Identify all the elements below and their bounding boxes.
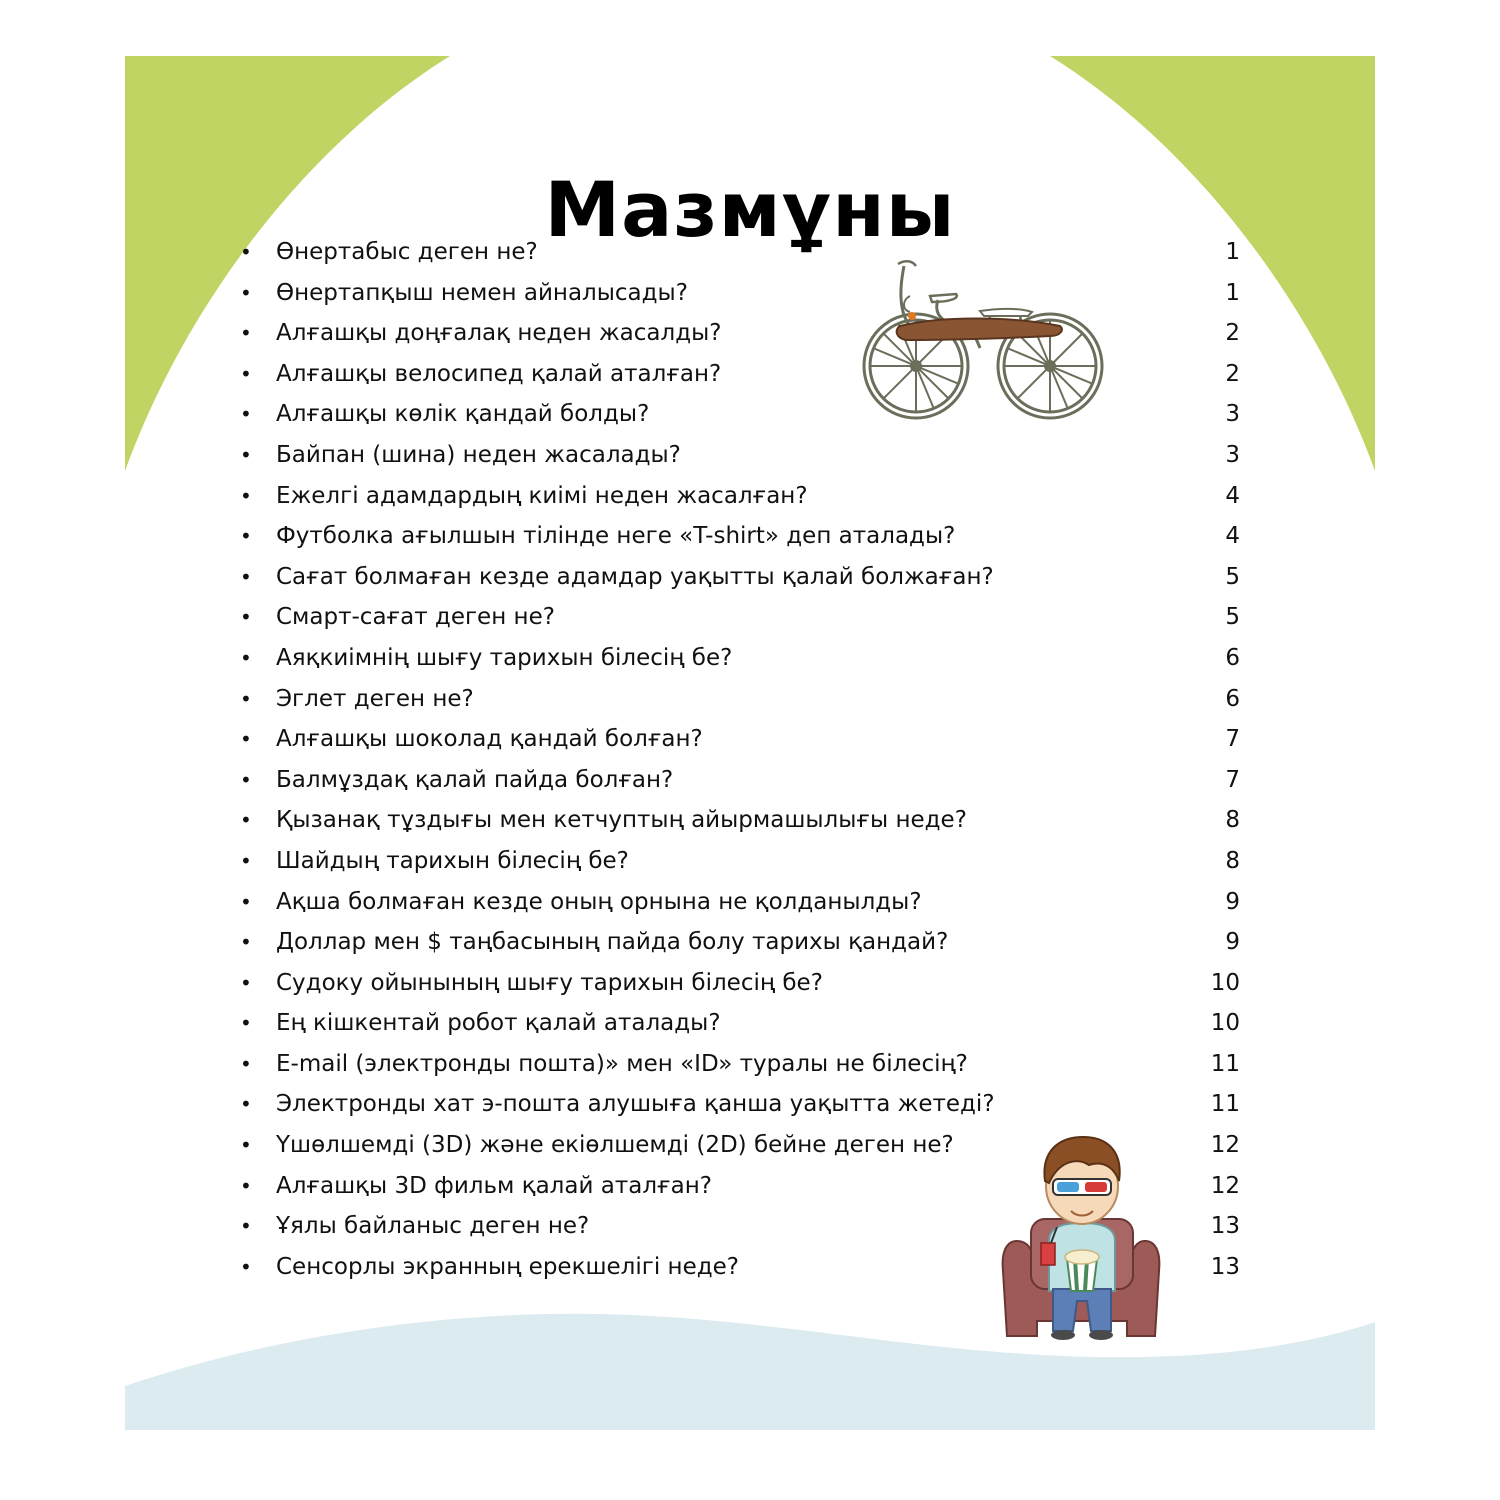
bullet-icon: • <box>240 686 252 711</box>
toc-entry <box>240 597 1240 638</box>
bullet-icon: • <box>240 1254 252 1279</box>
toc-entry-title: Алғашқы шоколад қандай болған? <box>276 726 703 753</box>
toc-entry <box>240 1003 1240 1044</box>
toc-entry <box>240 557 1240 598</box>
bullet-icon: • <box>240 1133 252 1158</box>
boy-watching-3d-illustration <box>997 1131 1167 1346</box>
page <box>125 56 1375 1430</box>
bullet-icon: • <box>240 1051 252 1076</box>
bullet-icon: • <box>240 727 252 752</box>
toc-entry-page-number: 8 <box>1225 807 1240 834</box>
toc-entry-title: Футболка ағылшын тілінде неге «T-shirt» деп аталады? <box>276 523 956 550</box>
bullet-icon: • <box>240 361 252 386</box>
bullet-icon: • <box>240 645 252 670</box>
toc-entry-title: Алғашқы велосипед қалай аталған? <box>276 360 722 387</box>
toc-entry-page-number: 5 <box>1225 563 1240 590</box>
bullet-icon: • <box>240 483 252 508</box>
toc-entry-page-number: 13 <box>1210 1253 1240 1280</box>
bicycle-illustration <box>860 256 1110 436</box>
toc-entry-title: Алғашқы 3D фильм қалай аталған? <box>276 1172 712 1199</box>
toc-entry-title: Аяқкиімнің шығу тарихын білесің бе? <box>276 644 733 671</box>
toc-entry-title: Қызанақ тұздығы мен кетчуптың айырмашылығы неде? <box>276 807 967 834</box>
bullet-icon: • <box>240 280 252 305</box>
bullet-icon: • <box>240 442 252 467</box>
bullet-icon: • <box>240 402 252 427</box>
toc-entry-page-number: 12 <box>1210 1132 1240 1159</box>
toc-entry-title: Өнертабыс деген не? <box>276 239 538 265</box>
toc-entry-page-number: 11 <box>1210 1091 1240 1118</box>
toc-entry-title: Сағат болмаған кезде адамдар уақытты қалай болжаған? <box>276 563 994 590</box>
toc-entry-page-number: 10 <box>1210 969 1240 996</box>
toc-entry <box>240 476 1240 517</box>
toc-entry <box>240 719 1240 760</box>
toc-entry-page-number: 6 <box>1225 644 1240 671</box>
toc-entry-page-number: 1 <box>1225 239 1240 265</box>
toc-entry-title: Өнертапқыш немен айналысады? <box>276 279 688 306</box>
toc-entry <box>240 760 1240 801</box>
toc-entry-title: E-mail (электронды пошта)» мен «ID» туралы не білесің? <box>276 1050 968 1077</box>
toc-entry-page-number: 6 <box>1225 685 1240 712</box>
toc-entry-title: Ақша болмаған кезде оның орнына не қолданылды? <box>276 888 922 915</box>
toc-entry-page-number: 3 <box>1225 401 1240 428</box>
toc-entry-title: Алғашқы доңғалақ неден жасалды? <box>276 320 722 347</box>
bullet-icon: • <box>240 808 252 833</box>
toc-entry <box>240 638 1240 679</box>
toc-entry-page-number: 4 <box>1225 523 1240 550</box>
toc-entry-title: Үшөлшемді (3D) және екіөлшемді (2D) бейне деген не? <box>276 1132 954 1159</box>
toc-entry <box>240 1044 1240 1085</box>
toc-entry-page-number: 2 <box>1225 360 1240 387</box>
toc-entry <box>240 1084 1240 1125</box>
toc-entry-page-number: 10 <box>1210 1010 1240 1037</box>
toc-entry-title: Судоку ойынының шығу тарихын білесің бе? <box>276 969 823 996</box>
bullet-icon: • <box>240 1214 252 1239</box>
toc-entry-title: Шайдың тарихын білесің бе? <box>276 847 629 874</box>
bullet-icon: • <box>240 1011 252 1036</box>
bullet-icon: • <box>240 930 252 955</box>
toc-entry <box>240 882 1240 923</box>
toc-entry <box>240 841 1240 882</box>
bullet-icon: • <box>240 889 252 914</box>
toc-entry <box>240 963 1240 1004</box>
toc-entry <box>240 679 1240 720</box>
toc-entry-page-number: 2 <box>1225 320 1240 347</box>
toc-entry-page-number: 1 <box>1225 279 1240 306</box>
bullet-icon: • <box>240 767 252 792</box>
toc-entry-title: Балмұздақ қалай пайда болған? <box>276 766 674 793</box>
bullet-icon: • <box>240 605 252 630</box>
bullet-icon: • <box>240 321 252 346</box>
toc-entry-page-number: 9 <box>1225 929 1240 956</box>
bullet-icon: • <box>240 970 252 995</box>
bullet-icon: • <box>240 564 252 589</box>
toc-entry-title: Смарт-сағат деген не? <box>276 604 555 631</box>
toc-entry <box>240 516 1240 557</box>
toc-entry-title: Ең кішкентай робот қалай аталады? <box>276 1010 721 1037</box>
toc-entry-title: Эглет деген не? <box>276 685 474 712</box>
bullet-icon: • <box>240 524 252 549</box>
page-title: Мазмұны <box>544 165 956 254</box>
toc-entry-title: Ұялы байланыс деген не? <box>276 1213 590 1240</box>
toc-entry-title: Электронды хат э-пошта алушыға қанша уақытта жетеді? <box>276 1091 995 1118</box>
toc-entry-page-number: 4 <box>1225 482 1240 509</box>
bullet-icon: • <box>240 1092 252 1117</box>
toc-entry-page-number: 11 <box>1210 1050 1240 1077</box>
toc-entry-page-number: 3 <box>1225 441 1240 468</box>
toc-entry-page-number: 7 <box>1225 766 1240 793</box>
toc-entry-page-number: 9 <box>1225 888 1240 915</box>
toc-entry <box>240 922 1240 963</box>
bullet-icon: • <box>240 848 252 873</box>
toc-entry-title: Ежелгі адамдардың киімі неден жасалған? <box>276 482 808 509</box>
toc-entry-title: Байпан (шина) неден жасалады? <box>276 441 681 468</box>
toc-entry-title: Сенсорлы экранның ерекшелігі неде? <box>276 1253 739 1280</box>
toc-entry-page-number: 8 <box>1225 847 1240 874</box>
toc-entry-title: Доллар мен $ таңбасының пайда болу тарихы қандай? <box>276 929 949 956</box>
bullet-icon: • <box>240 1173 252 1198</box>
blue-wave-bottom <box>125 1314 1375 1430</box>
toc-entry-title: Алғашқы көлік қандай болды? <box>276 401 650 428</box>
toc-entry-page-number: 12 <box>1210 1172 1240 1199</box>
toc-entry <box>240 800 1240 841</box>
bullet-icon: • <box>240 240 252 264</box>
toc-entry-page-number: 5 <box>1225 604 1240 631</box>
toc-entry <box>240 435 1240 476</box>
toc-entry-page-number: 7 <box>1225 726 1240 753</box>
toc-entry-page-number: 13 <box>1210 1213 1240 1240</box>
